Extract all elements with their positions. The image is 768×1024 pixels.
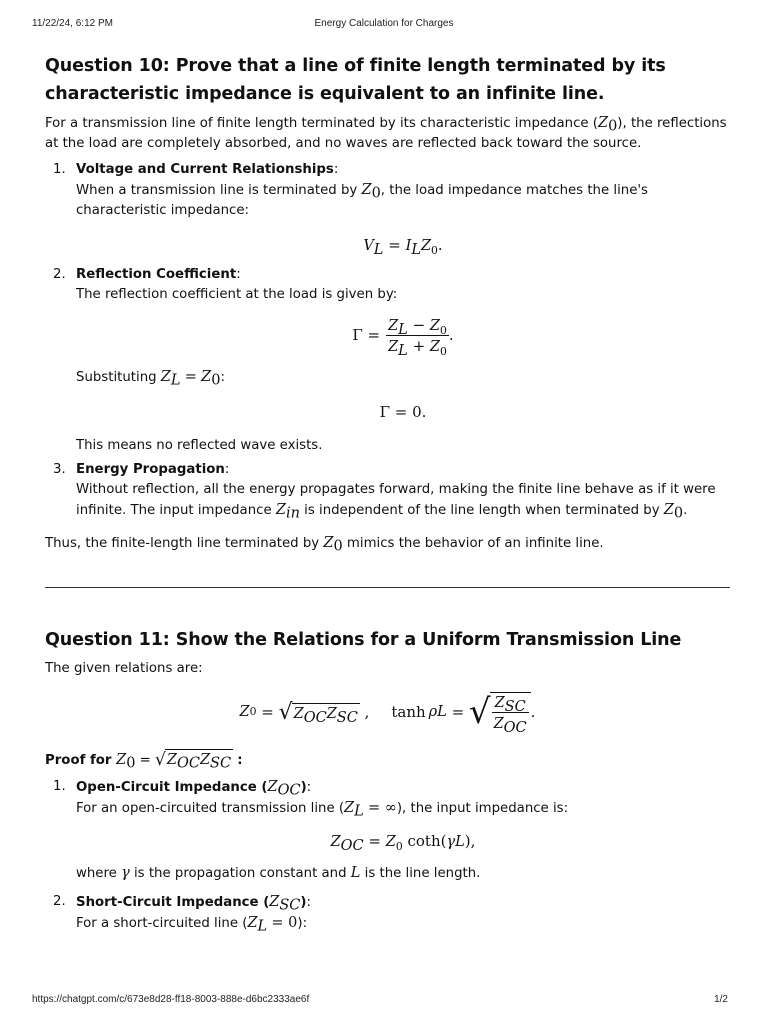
page-footer — [32, 994, 736, 1008]
q11-intro: The given relations are: — [45, 661, 203, 676]
page-number: 1/2 — [714, 994, 728, 1005]
section-divider — [45, 587, 730, 588]
equation-gamma-zero: Γ = 0. — [379, 403, 427, 421]
list-item: 2. Reflection Coefficient: The reflection coefficient at the load is given by: Γ = $\frac{Z_L - Z_0}{Z_L + Z_0}$ . Substituting $Z_L = Z_0$: Γ = 0. This means no reflected wave exists. — [45, 265, 730, 456]
q10-heading: Question 10: Prove that a line of finite length terminated by its characteristic impedance is equivalent to an infinite line. — [45, 56, 666, 104]
page-header — [32, 18, 736, 32]
print-datetime: 11/22/24, 6:12 PM — [32, 18, 113, 29]
equation-given-relations: Z 0 = $√Z_{OC}Z_{SC}$ , tanh ρL = √ $\frac{Z_{SC}}{Z_{OC}}$ . — [239, 692, 536, 736]
q10-conclusion: Thus, the finite-length line terminated by $Z_0$ mimics the behavior of an infinite line. — [45, 535, 604, 555]
list-item: 1. Voltage and Current Relationships: When a transmission line is terminated by $Z_0$, the load impedance matches the line's characteristic impedance: $V_L = I_LZ_0$. — [45, 160, 730, 265]
q11-heading: Question 11: Show the Relations for a Uniform Transmission Line — [45, 630, 682, 650]
equation-gamma: Γ = $\frac{Z_L - Z_0}{Z_L + Z_0}$ . — [352, 315, 454, 359]
q11-list — [45, 777, 730, 934]
print-title: Energy Calculation for Charges — [314, 18, 454, 29]
list-item: 3. Energy Propagation: Without reflection, all the energy propagates forward, making the finite line behave as if it were infinite. The input impedance $Z_{in}$ is independent of the line length when terminated by $Z_0$. — [53, 462, 716, 522]
document-content — [45, 52, 730, 934]
equation-zoc: $Z_{OC} = Z_0$ coth(γL), — [330, 832, 476, 854]
q10-intro: For a transmission line of finite length terminated by its characteristic impedance $(Z_0)$, the reflections at the load are completely absorbed, and no waves are reflected back toward the source. — [45, 115, 727, 151]
proof-label: Proof for $Z_0 = √Z_{OC}Z_{SC}$ : — [45, 750, 243, 772]
footer-url[interactable]: https://chatgpt.com/c/673e8d28-ff18-8003-888e-d6bc2333ae6f — [32, 994, 310, 1005]
list-item: 2. Short-Circuit Impedance $(Z_{SC})$: For a short-circuited line $(Z_L = 0)$: — [53, 894, 311, 935]
list-item: 1. Open-Circuit Impedance $(Z_{OC})$: For an open-circuited transmission line ($Z_L$ = ∞), the input impedance is: $Z_{OC} = Z_0$ coth(γL), where γ is the propagation constant and L is the line length. — [45, 777, 730, 884]
equation-vl: $V_L = I_LZ_0$. — [363, 236, 443, 258]
q10-list — [45, 160, 730, 521]
